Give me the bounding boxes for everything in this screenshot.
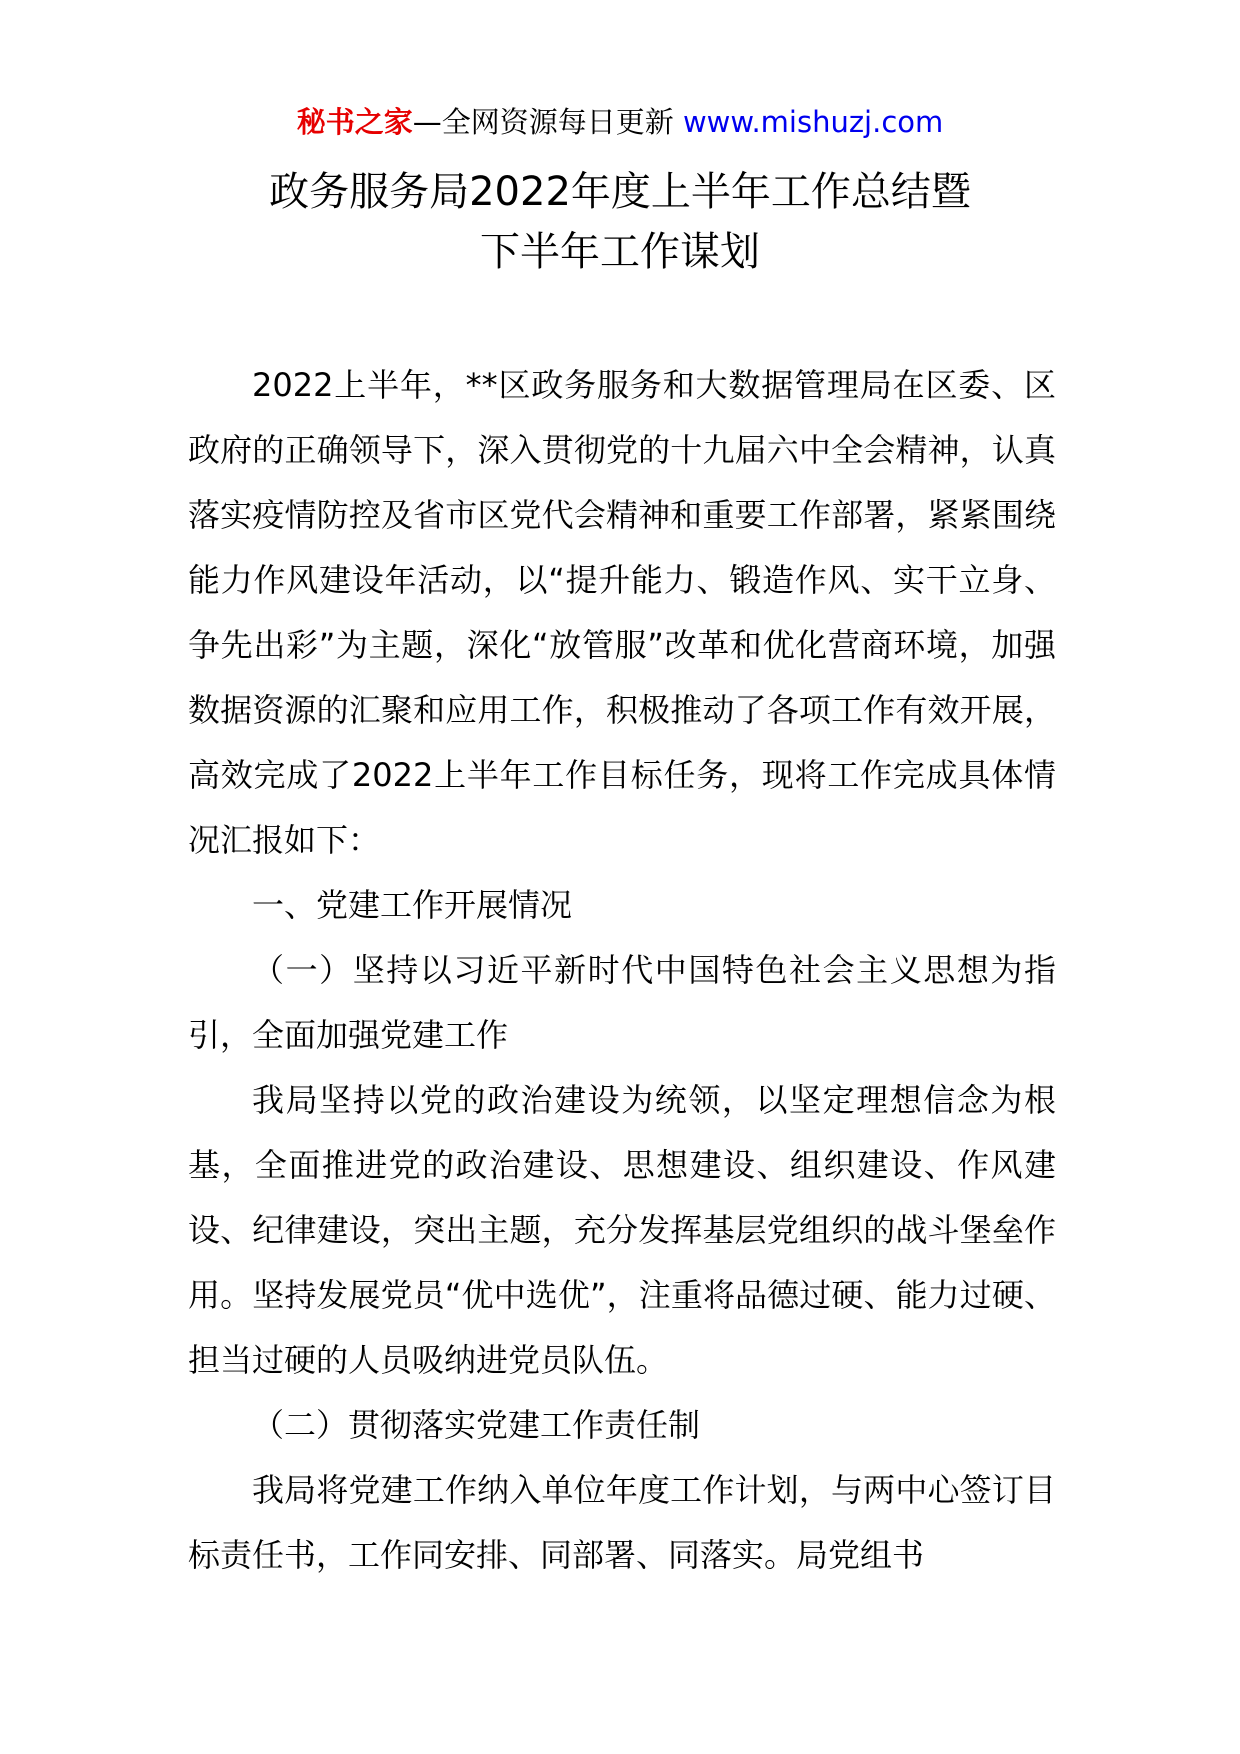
body-paragraph-1: 我局坚持以党的政治建设为统领，以坚定理想信念为根基，全面推进党的政治建设、思想建设、组织建设、作风建设、纪律建设，突出主题，充分发挥基层党组织的战斗堡垒作用。坚持发展党员“优中选优”，注重将品德过硬、能力过硬、担当过硬的人员吸纳进党员队伍。: [188, 1081, 1056, 1379]
title-line-1: 政务服务局2022年度上半年工作总结暨: [269, 169, 971, 215]
title-line-2: 下半年工作谋划: [480, 229, 760, 275]
intro-paragraph: 2022上半年，**区政务服务和大数据管理局在区委、区政府的正确领导下，深入贯彻党的十九届六中全会精神，认真落实疫情防控及省市区党代会精神和重要工作部署，紧紧围绕能力作风建设年活动，以“提升能力、锻造作风、实干立身、争先出彩”为主题，深化“放管服”改革和优化营商环境，加强数据资源的汇聚和应用工作，积极推动了各项工作有效开展，高效完成了2022上半年工作目标任务，现将工作完成具体情况汇报如下：: [188, 366, 1056, 859]
site-header: [0, 102, 1240, 142]
site-url-link[interactable]: www.mishuzj.com: [682, 105, 944, 139]
document-body: [188, 353, 1056, 1588]
document-title: [0, 162, 1240, 282]
subsection-heading-2: （二）贯彻落实党建工作责任制: [252, 1406, 701, 1444]
section-heading-1: 一、党建工作开展情况: [252, 886, 573, 924]
brand-tagline: —全网资源每日更新: [412, 105, 674, 139]
brand-name: 秘书之家: [296, 105, 413, 139]
subsection-heading-1: （一）坚持以习近平新时代中国特色社会主义思想为指引，全面加强党建工作: [188, 951, 1056, 1054]
body-paragraph-2: 我局将党建工作纳入单位年度工作计划，与两中心签订目标责任书，工作同安排、同部署、同落实。局党组书: [188, 1471, 1056, 1574]
